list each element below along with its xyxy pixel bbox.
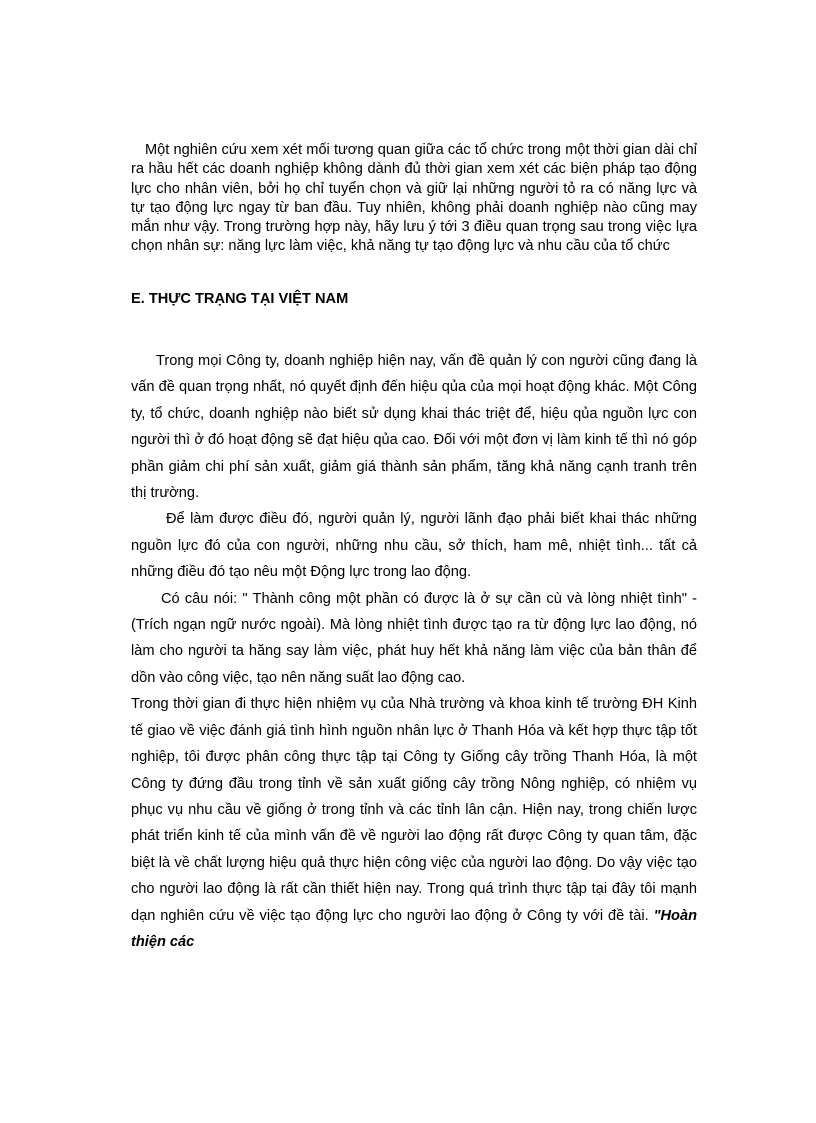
last-paragraph-text: Trong thời gian đi thực hiện nhiệm vụ của Nhà trường và khoa kinh tế trường ĐH Kinh tế giao về việc đánh giá tình hình nguồn nhân lực ở Thanh Hóa và kết hợp thực tập tốt nghiệp, tôi được phân công thực tập tại Công ty Giống cây trồng Thanh Hóa, là một Công ty đứng đầu trong tỉnh về sản xuất giống cây trồng Nông nghiệp, có nhiệm vụ phục vụ nhu cầu về giống ở trong tỉnh và các tỉnh lân cận. Hiện nay, trong chiến lược phát triển kinh tế của mình vấn đề về người lao động rất được Công ty quan tâm, đặc biệt là về chất lượng hiệu quả thực hiện công việc của người lao động. Do vậy việc tạo cho người lao động là rất cần thiết hiện nay. Trong quá trình thực tập tại đây tôi mạnh dạn nghiên cứu về việc tạo động lực cho người lao động ở Công ty với đề tài.: [131, 696, 697, 924]
body-paragraph: Có câu nói: " Thành công một phần có được là ở sự cần cù và lòng nhiệt tình" - (Trích ngạn ngữ nước ngoài). Mà lòng nhiệt tình được tạo ra từ động lực lao động, nó làm cho người ta hăng say làm việc, phát huy hết khả năng làm việc của bản thân để dồn vào công việc, tạo nên năng suất lao động cao.: [131, 590, 697, 686]
body-paragraph-last: [131, 691, 697, 955]
body-paragraph: Để làm được điều đó, người quản lý, người lãnh đạo phải biết khai thác những nguồn lực đó của con người, những nhu cầu, sở thích, ham mê, nhiệt tình... tất cả những điều đó tạo nêu một Động lực trong lao động.: [131, 511, 697, 581]
body-paragraph: Trong mọi Công ty, doanh nghiệp hiện nay, vấn đề quản lý con người cũng đang là vấn đề quan trọng nhất, nó quyết định đến hiệu qủa của mọi hoạt động khác. Một Công ty, tổ chức, doanh nghiệp nào biết sử dụng khai thác triệt để, hiệu qủa nguồn lực con người thì ở đó hoạt động sẽ đạt hiệu qủa cao. Đối với một đơn vị làm kinh tế thì nó góp phần giảm chi phí sản xuất, giảm giá thành sản phẩm, tăng khả năng cạnh tranh trên thị trường.: [131, 353, 697, 502]
intro-paragraph: Một nghiên cứu xem xét mối tương quan giữa các tổ chức trong một thời gian dài chỉ ra hầu hết các doanh nghiệp không dành đủ thời gian xem xét các biện pháp tạo động lực cho nhân viên, bởi họ chỉ tuyển chọn và giữ lại những người tỏ ra có năng lực và tự tạo động lực ngay từ ban đầu. Tuy nhiên, không phải doanh nghiệp nào cũng may mắn như vậy. Trong trường hợp này, hãy lưu ý tới 3 điều quan trọng sau trong việc lựa chọn nhân sự: năng lực làm việc, khả năng tự tạo động lực và nhu cầu của tổ chức: [131, 142, 697, 255]
body-text: [131, 348, 697, 955]
thesis-title-start: "Hoàn thiện các: [131, 907, 697, 950]
section-heading: E. THỰC TRẠNG TẠI VIỆT NAM: [131, 291, 349, 307]
